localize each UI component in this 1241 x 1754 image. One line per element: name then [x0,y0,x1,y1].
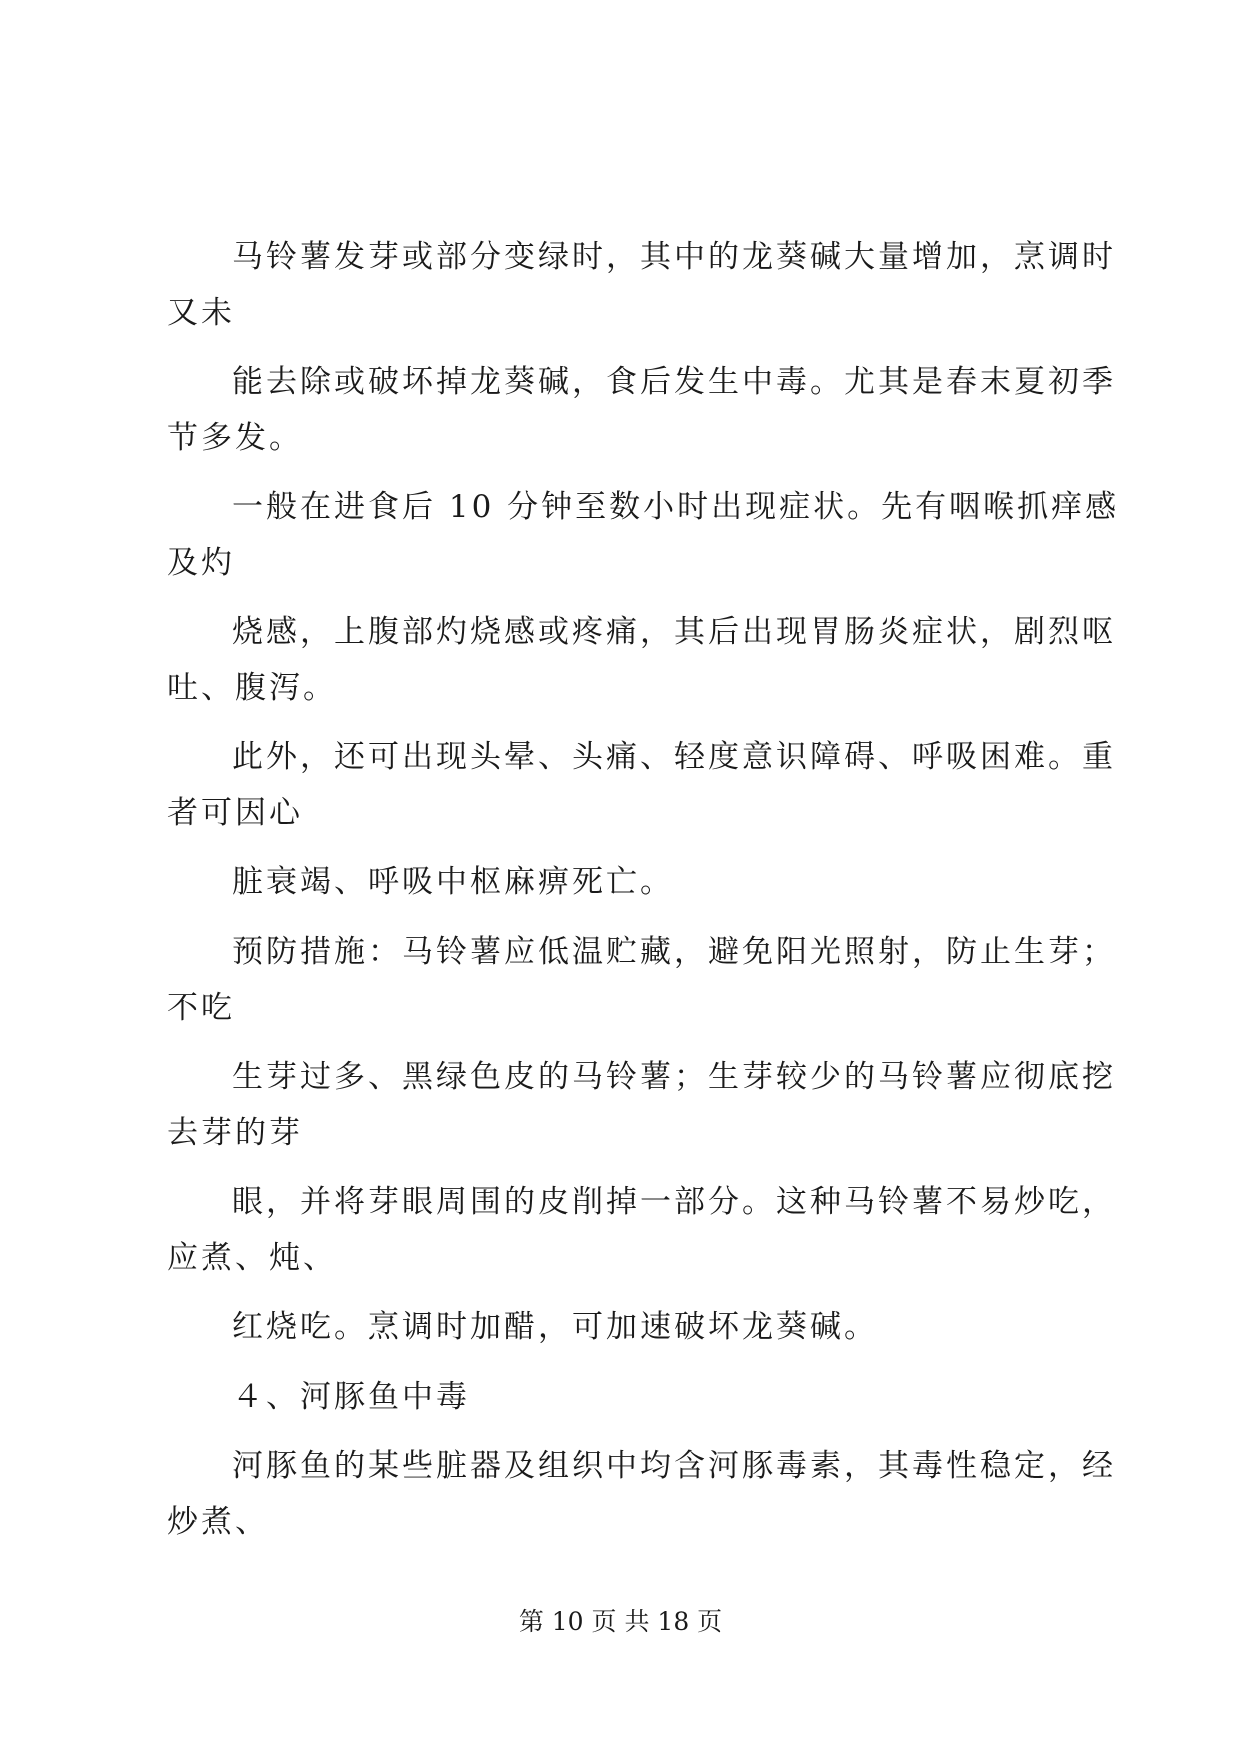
text-line: 此外，还可出现头晕、头痛、轻度意识障碍、呼吸困难。重 [232,739,1116,775]
text-line: 节多发。 [167,420,303,456]
text-line: 炒煮、 [167,1504,269,1540]
page-number-footer: 第 10 页 共 18 页 [518,1607,723,1636]
text-line: 预防措施：马铃薯应低温贮藏，避免阳光照射，防止生芽； [232,934,1116,970]
text-line: 一般在进食后 10 分钟至数小时出现症状。先有咽喉抓痒感 [232,489,1120,525]
text-line: 眼，并将芽眼周围的皮削掉一部分。这种马铃薯不易炒吃， [232,1184,1116,1220]
text-line: 去芽的芽 [167,1115,303,1151]
text-line: 能去除或破坏掉龙葵碱，食后发生中毒。尤其是春末夏初季 [232,364,1116,400]
text-line: 及灼 [167,545,235,581]
text-line: 脏衰竭、呼吸中枢麻痹死亡。 [232,864,674,900]
text-line: 生芽过多、黑绿色皮的马铃薯；生芽较少的马铃薯应彻底挖 [232,1059,1116,1095]
text-line: 应煮、炖、 [167,1240,337,1276]
text-line: 吐、腹泻。 [167,670,337,706]
text-line: 不吃 [167,990,235,1026]
text-line: 又未 [167,295,235,331]
text-line: 烧感，上腹部灼烧感或疼痛，其后出现胃肠炎症状，剧烈呕 [232,614,1116,650]
text-line: 河豚鱼的某些脏器及组织中均含河豚毒素，其毒性稳定，经 [232,1448,1116,1484]
text-line: 红烧吃。烹调时加醋，可加速破坏龙葵碱。 [232,1309,878,1345]
text-line: 者可因心 [167,795,303,831]
section-heading: ４、河豚鱼中毒 [232,1379,470,1415]
text-line: 马铃薯发芽或部分变绿时，其中的龙葵碱大量增加，烹调时 [232,239,1116,275]
